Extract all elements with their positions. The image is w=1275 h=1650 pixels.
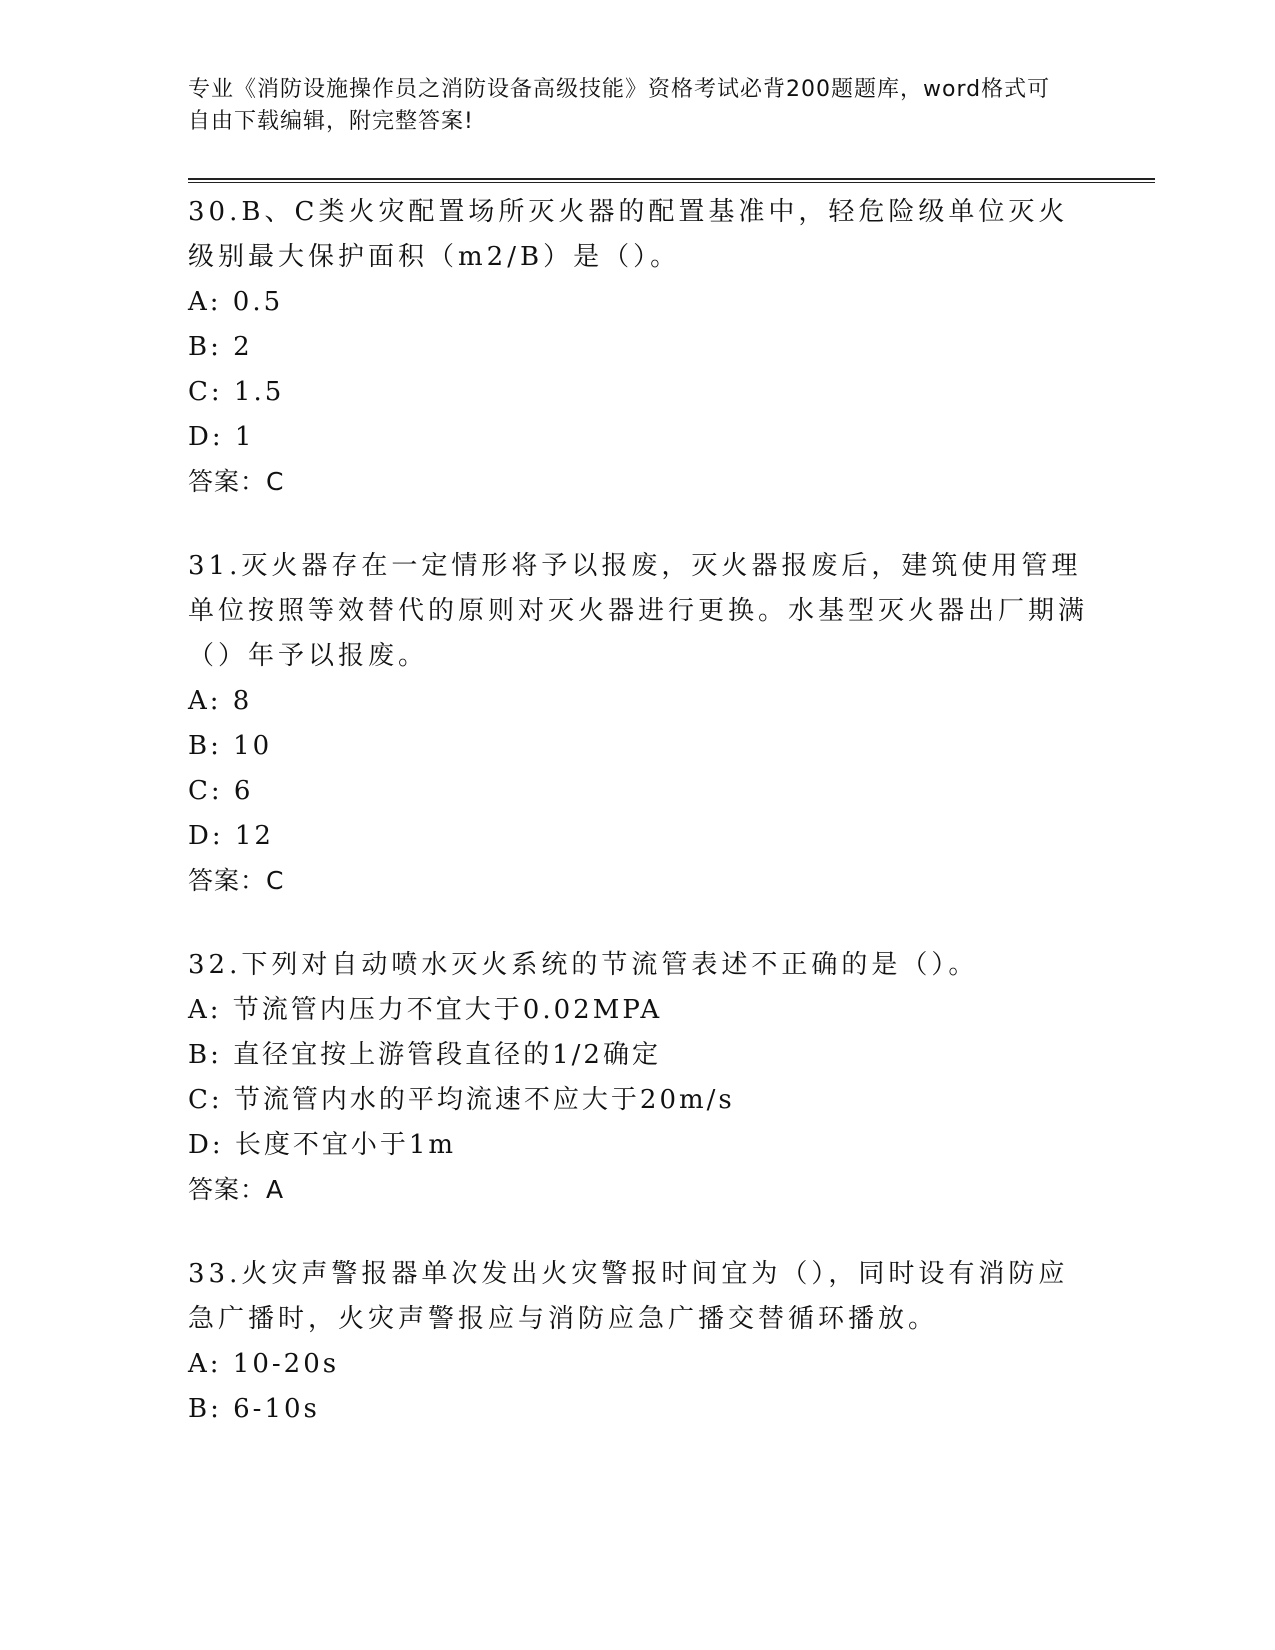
option-b: B: 10 bbox=[188, 731, 273, 761]
option-d: D: 1 bbox=[188, 422, 255, 452]
question-stem: 31.灭火器存在一定情形将予以报废，灭火器报废后，建筑使用管理单位按照等效替代的原则对灭火器进行更换。水基型灭火器出厂期满（）年予以报废。 bbox=[188, 551, 1089, 671]
question-stem: 30.B、C类火灾配置场所灭火器的配置基准中，轻危险级单位灭火级别最大保护面积（m2/B）是（）。 bbox=[188, 197, 1069, 272]
question-stem: 32.下列对自动喷水灭火系统的节流管表述不正确的是（）。 bbox=[188, 950, 979, 980]
option-a: A: 8 bbox=[188, 686, 253, 716]
option-b: B: 6-10s bbox=[188, 1394, 320, 1424]
question-stem: 33.火灾声警报器单次发出火灾警报时间宜为（），同时设有消防应急广播时，火灾声警报应与消防应急广播交替循环播放。 bbox=[188, 1259, 1069, 1334]
option-a: A: 节流管内压力不宜大于0.02MPA bbox=[188, 995, 663, 1025]
option-d: D: 12 bbox=[188, 821, 274, 851]
answer: 答案：A bbox=[188, 1175, 285, 1204]
question-30 bbox=[188, 190, 1088, 504]
answer: 答案：C bbox=[188, 866, 285, 895]
option-a: A: 0.5 bbox=[188, 287, 284, 317]
question-33 bbox=[188, 1252, 1088, 1432]
answer: 答案：C bbox=[188, 467, 285, 496]
option-c: C: 6 bbox=[188, 776, 254, 806]
header-divider-thick bbox=[188, 178, 1155, 180]
option-d: D: 长度不宜小于1m bbox=[188, 1130, 457, 1160]
document-header: 专业《消防设施操作员之消防设备高级技能》资格考试必背200题题库，word格式可自由下载编辑，附完整答案! bbox=[188, 77, 1051, 134]
option-a: A: 10-20s bbox=[188, 1349, 340, 1379]
option-b: B: 2 bbox=[188, 332, 253, 362]
option-c: C: 节流管内水的平均流速不应大于20m/s bbox=[188, 1085, 735, 1115]
option-b: B: 直径宜按上游管段直径的1/2确定 bbox=[188, 1040, 661, 1070]
question-31 bbox=[188, 544, 1088, 903]
question-list bbox=[188, 190, 1088, 1432]
option-c: C: 1.5 bbox=[188, 377, 285, 407]
header-divider-thin bbox=[188, 182, 1155, 183]
question-32 bbox=[188, 943, 1088, 1212]
